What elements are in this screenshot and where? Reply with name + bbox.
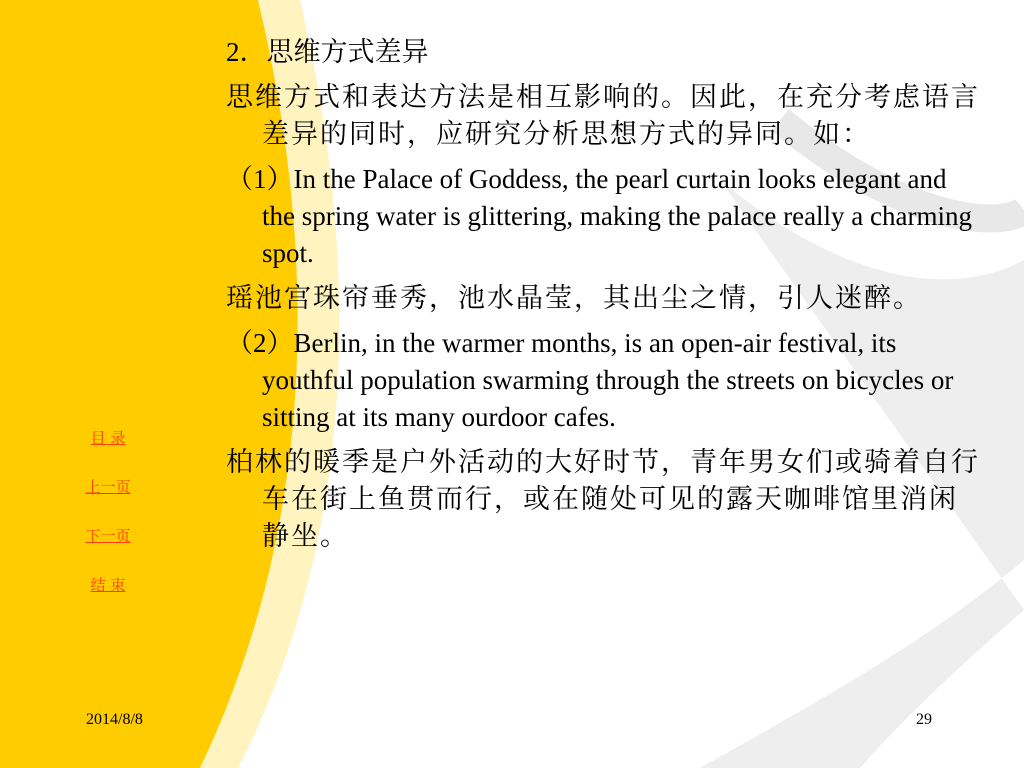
slide-heading: 2．思维方式差异 (226, 37, 429, 67)
footer-page-number: 29 (916, 711, 932, 728)
nav-next-link[interactable]: 下一页 (85, 527, 131, 545)
paragraph-example2-zh: 柏林的暖季是户外活动的大好时节，青年男女们或骑着自行车在街上鱼贯而行，或在随处可见的露天咖啡馆里消闲静坐。 (226, 447, 980, 552)
paragraph-example1-en: （1）In the Palace of Goddess, the pearl curtain looks elegant and the spring water is glittering, making the palace really a charming spot. (226, 164, 973, 268)
slide-content (226, 34, 986, 563)
footer-date: 2014/8/8 (86, 711, 143, 728)
nav-end-link[interactable]: 结 束 (90, 576, 126, 594)
paragraph-example2-en: （2）Berlin, in the warmer months, is an open-air festival, its youthful population swarming through the streets on bicycles or sitting at its many ourdoor cafes. (226, 328, 954, 432)
paragraph-intro-zh: 思维方式和表达方法是相互影响的。因此，在充分考虑语言差异的同时，应研究分析思想方式的异同。如： (226, 82, 980, 150)
nav-prev-link[interactable]: 上一页 (85, 478, 131, 496)
paragraph-example1-zh: 瑶池宫珠帘垂秀，池水晶莹，其出尘之情，引人迷醉。 (226, 283, 922, 314)
nav-contents-link[interactable]: 目 录 (90, 429, 126, 447)
slide-navigation (72, 428, 144, 624)
